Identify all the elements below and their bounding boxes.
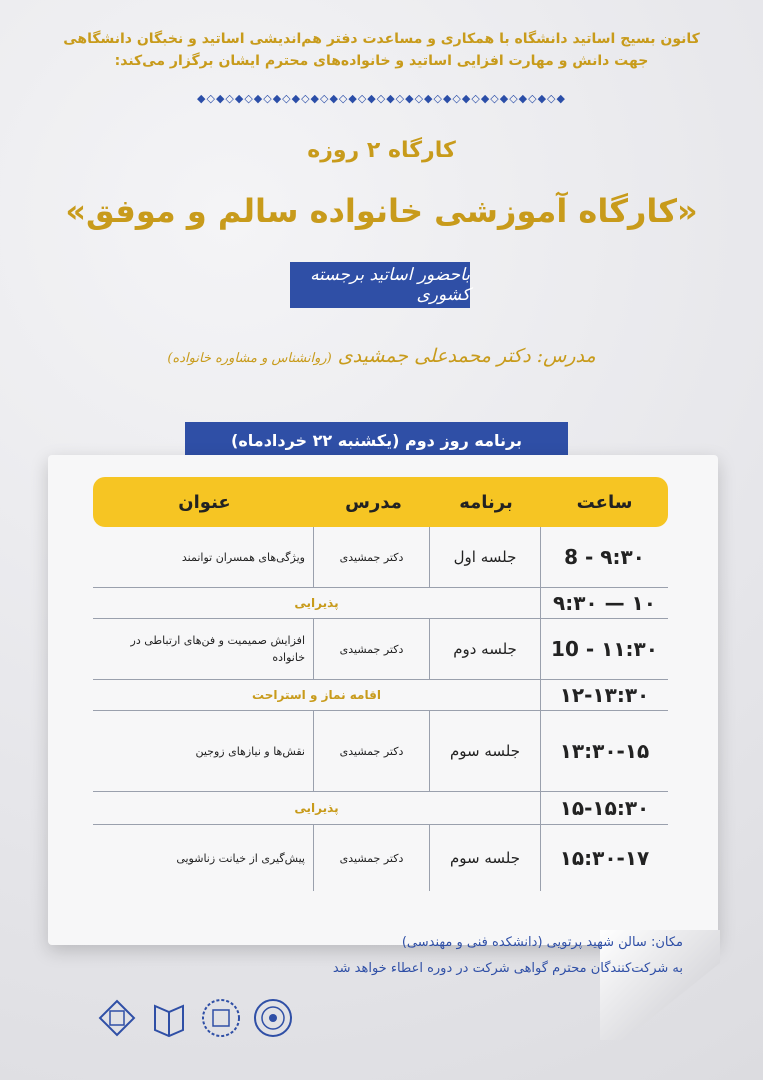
header-teacher: مدرس: [345, 491, 402, 513]
table-header: [93, 477, 668, 527]
teacher-name: مدرس: دکتر محمدعلی جمشیدی: [337, 345, 596, 367]
row-time: ۱۲-۱۳:۳۰: [540, 680, 668, 710]
university-seal-logo: [251, 996, 295, 1040]
teacher-role: (روانشناس و مشاوره خانواده): [167, 351, 332, 366]
intro-line-2: جهت دانش و مهارت افزایی اساتید و خانواده‌های محترم ایشان برگزار می‌کند:: [114, 53, 649, 69]
row-program: جلسه سوم: [429, 825, 540, 891]
table-row: [93, 825, 668, 891]
emblem-logo: [199, 996, 243, 1040]
row-teacher: دکتر جمشیدی: [313, 825, 429, 891]
footer: [80, 930, 683, 982]
header-program: برنامه: [459, 491, 513, 513]
header-title: عنوان: [178, 491, 231, 513]
row-program: جلسه سوم: [429, 711, 540, 791]
row-break-label: پذیرایی: [294, 801, 339, 815]
presenters-badge: باحضور اساتید برجسته کشوری: [290, 262, 470, 308]
row-time: ۱۵:۳۰-۱۷: [540, 825, 668, 891]
row-title: افزایش صمیمیت و فن‌های ارتباطی در خانواده: [130, 634, 305, 664]
teacher-line: [150, 345, 613, 367]
row-teacher: دکتر جمشیدی: [313, 619, 429, 679]
table-row-break: [93, 680, 668, 711]
row-teacher: دکتر جمشیدی: [313, 711, 429, 791]
row-program: جلسه دوم: [429, 619, 540, 679]
row-time: ۱۵-۱۵:۳۰: [540, 792, 668, 824]
workshop-title: «کارگاه آموزشی خانواده سالم و موفق»: [65, 192, 698, 230]
intro-text: [40, 28, 723, 72]
row-time: ۱۳:۳۰-۱۵: [540, 711, 668, 791]
table-row-break: [93, 588, 668, 619]
table-row-break: [93, 792, 668, 825]
workshop-duration: کارگاه ۲ روزه: [307, 138, 456, 163]
row-title: نقش‌ها و نیازهای زوجین: [195, 744, 305, 758]
row-title: ویژگی‌های همسران توانمند: [181, 550, 305, 564]
row-title: پیش‌گیری از خیانت زناشویی: [176, 851, 305, 865]
intro-line-1: کانون بسیج اساتید دانشگاه با همکاری و مساعدت دفتر هم‌اندیشی اساتید و نخبگان دانشگاهی: [63, 31, 700, 47]
ornament-divider: ◆◇◆◇◆◇◆◇◆◇◆◇◆◇◆◇◆◇◆◇◆◇◆◇◆◇◆◇◆◇◆◇◆◇◆◇◆◇◆: [197, 92, 566, 105]
row-time: 10 - ۱۱:۳۰: [540, 619, 668, 679]
certificate-text: به شرکت‌کنندگان محترم گواهی شرکت در دوره اعطاء خواهد شد: [332, 961, 683, 976]
schedule-rows: [93, 527, 668, 891]
day-banner: برنامه روز دوم (یکشنبه ۲۲ خردادماه): [185, 422, 568, 459]
table-row: [93, 619, 668, 680]
row-time: 8 - ۹:۳۰: [540, 527, 668, 587]
table-row: [93, 527, 668, 588]
row-teacher: دکتر جمشیدی: [313, 527, 429, 587]
header-time: ساعت: [576, 491, 633, 513]
geometric-logo: [95, 996, 139, 1040]
table-row: [93, 711, 668, 792]
row-break-label: اقامه نماز و استراحت: [252, 688, 381, 702]
logo-strip: [95, 990, 295, 1046]
book-logo: [147, 996, 191, 1040]
row-time: ۹:۳۰ — ۱۰: [540, 588, 668, 618]
row-break-label: پذیرایی: [294, 596, 339, 610]
location-text: مکان: سالن شهید پرتویی (دانشکده فنی و مهندسی): [401, 935, 683, 950]
row-program: جلسه اول: [429, 527, 540, 587]
